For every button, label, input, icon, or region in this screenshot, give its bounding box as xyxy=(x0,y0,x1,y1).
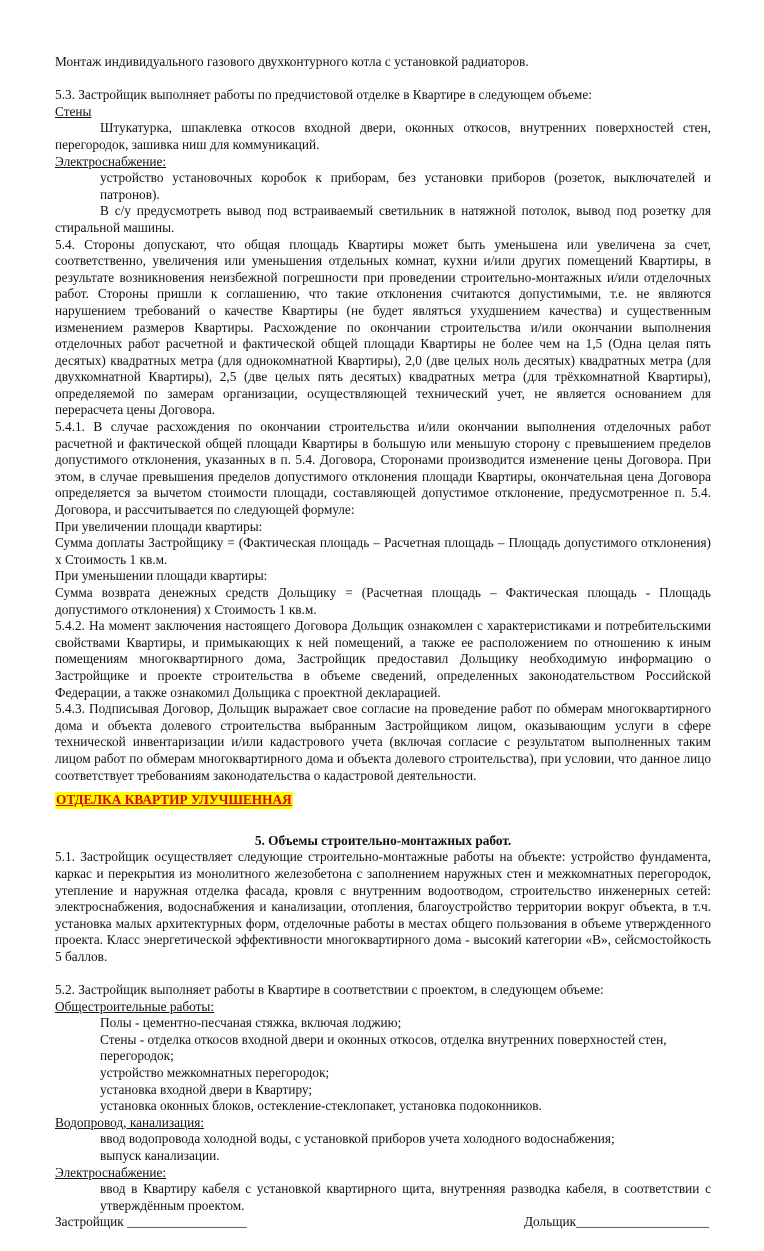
walls-label: Стены xyxy=(55,103,92,119)
water-item: выпуск канализации. xyxy=(100,1148,220,1163)
increase-label: При увеличении площади квартиры: xyxy=(55,518,263,534)
water-item: ввод водопровода холодной воды, с установкой приборов учета холодного водоснабжения; xyxy=(100,1131,615,1147)
shareholder-signature: Дольщик____________________ xyxy=(523,1214,709,1230)
clause-5-1: 5.1. Застройщик осуществляет следующие строительно-монтажные работы на объекте: устройство фундамента, каркас и перекрытия из монолитного железобетона с заполнением наружных стен и межкомнатных перегородок, утепление и наружная отделка фасада, кровля с внутренним водоотводом, строительство инженерных сетей: электроснабжения, водоснабжения и канализации, отопления, благоустройство территории вокруг объекта, в т.ч. установка малых архитектурных форм, отделочные работы в местах общего пользования в объеме утвержденного проекта. Класс энергетической эффективности многоквартирного дома - высокий категории «В», сейсмостойкость 5 баллов. xyxy=(55,849,711,964)
water-label: Водопровод, канализация: xyxy=(55,1114,205,1130)
walls-text: Штукатурка, шпаклевка откосов входной двери, оконных откосов, внутренних поверхностей стен, перегородок, зашивка ниш для коммуникаций. xyxy=(55,120,711,152)
general-item: устройство межкомнатных перегородок; xyxy=(100,1065,330,1081)
contract-part-2 xyxy=(55,833,711,1231)
highlight-heading: ОТДЕЛКА КВАРТИР УЛУЧШЕННАЯ xyxy=(56,792,292,808)
clause-5-4-1: 5.4.1. В случае расхождения по окончании строительства и/или окончании выполнения отделочных работ расчетной и фактической общей площади Квартиры в большую или меньшую сторону с превышением пределов допустимого отклонения, указанных в п. 5.4. Договора, Сторонами производится изменение цены Договора. При этом, в случае превышения пределов допустимого отклонения площади Квартиры, окончательная цена Договора определяется за вычетом стоимости площади, составляющей допустимое отклонение, предусмотренное п. 5.4. Договора, и рассчитывается по следующей формуле: xyxy=(55,419,711,518)
developer-signature: Застройщик __________________ xyxy=(55,1214,247,1230)
decrease-label: При уменьшении площади квартиры: xyxy=(55,568,268,584)
contract-part-1 xyxy=(55,54,711,784)
highlight-block xyxy=(55,792,711,809)
intro-line: Монтаж индивидуального газового двухконтурного котла с установкой радиаторов. xyxy=(55,54,529,69)
clause-5-2-heading: 5.2. Застройщик выполняет работы в Квартире в соответствии с проектом, в следующем объеме: xyxy=(55,982,604,998)
increase-formula: Сумма доплаты Застройщику = (Фактическая площадь – Расчетная площадь – Площадь допустимого отклонения) х Стоимость 1 кв.м. xyxy=(55,535,711,567)
clause-5-4-3: 5.4.3. Подписывая Договор, Дольщик выражает свое согласие на проведение работ по обмерам многоквартирного дома и объекта долевого строительства выбранным Застройщиком лицом, оказывающим услуги в сфере технической инвентаризации и/или кадастрового учета (включая согласие с результатом выполненных таким лицом работ по обмерам многоквартирного дома и объекта долевого строительства), при условии, что данное лицо соответствует требованиям законодательства о кадастровой деятельности. xyxy=(55,701,711,783)
general-item: установка оконных блоков, остекление-стеклопакет, установка подоконников. xyxy=(100,1098,542,1114)
power-item: В с/у предусмотреть вывод под встраиваемый светильник в натяжной потолок, вывод под розетку для стиральной машины. xyxy=(55,203,711,235)
decrease-formula: Сумма возврата денежных средств Дольщику = (Расчетная площадь – Фактическая площадь - Площадь допустимого отклонения) х Стоимость 1 кв.м. xyxy=(55,585,711,617)
clause-5-4: 5.4. Стороны допускают, что общая площадь Квартиры может быть уменьшена или увеличена за счет, соответственно, увеличения или уменьшения отдельных комнат, кухни и/или других помещений Квартиры, в результате возникновения неизбежной погрешности при проведении строительно-монтажных и/или отделочных работ. Стороны пришли к соглашению, что такие отклонения считаются допустимыми, т.е. не являются нарушением требований о качестве Квартиры (не будет являться ухудшением качества) и существенным изменением размеров Квартиры. Расхождение по окончании строительства и/или окончании выполнения отделочных работ расчетной и фактической общей площади Квартиры не более чем на 1,5 (Одна целая пять десятых) квадратных метра (для однокомнатной Квартиры), 2,0 (две целых ноль десятых) квадратных метра (для двухкомнатной Квартиры), 2,5 (две целых пять десятых) квадратных метра (для трёхкомнатной Квартиры), определяемой по замерам организации, осуществляющей технический учет, не является основанием для перерасчета цены Договора. xyxy=(55,236,711,418)
general-item: Стены - отделка откосов входной двери и оконных откосов, отделка внутренних поверхностей стен, перегородок; xyxy=(100,1031,667,1064)
clause-5-4-2: 5.4.2. На момент заключения настоящего Договора Дольщик ознакомлен с характеристиками и потребительскими свойствами Квартиры, и примыкающих к ней помещений, а также ее расположением по отношению к иным помещениям многоквартирного дома, Застройщик предоставил Дольщику необходимую информацию о Застройщике и проекте строительства в объеме сведений, определенных законодательством Российской Федерации, а также ознакомил Дольщика с проектной декларацией. xyxy=(55,618,711,700)
power-label: Электроснабжение: xyxy=(55,153,167,169)
clause-5-3-heading: 5.3. Застройщик выполняет работы по предчистовой отделке в Квартире в следующем объеме: xyxy=(55,87,592,103)
power-item-2: ввод в Квартиру кабеля с установкой квартирного щита, внутренняя разводка кабеля, в соответствии с утверждённым проектом. xyxy=(100,1181,711,1213)
general-item: установка входной двери в Квартиру; xyxy=(100,1081,313,1097)
power-label-2: Электроснабжение: xyxy=(55,1164,167,1180)
power-item: устройство установочных коробок к приборам, без установки приборов (розеток, выключателей и патронов). xyxy=(100,170,711,202)
section-title: 5. Объемы строительно-монтажных работ. xyxy=(254,832,512,848)
general-works-label: Общестроительные работы: xyxy=(55,998,215,1014)
general-item: Полы - цементно-песчаная стяжка, включая лоджию; xyxy=(100,1015,402,1031)
signature-line xyxy=(55,1214,711,1231)
